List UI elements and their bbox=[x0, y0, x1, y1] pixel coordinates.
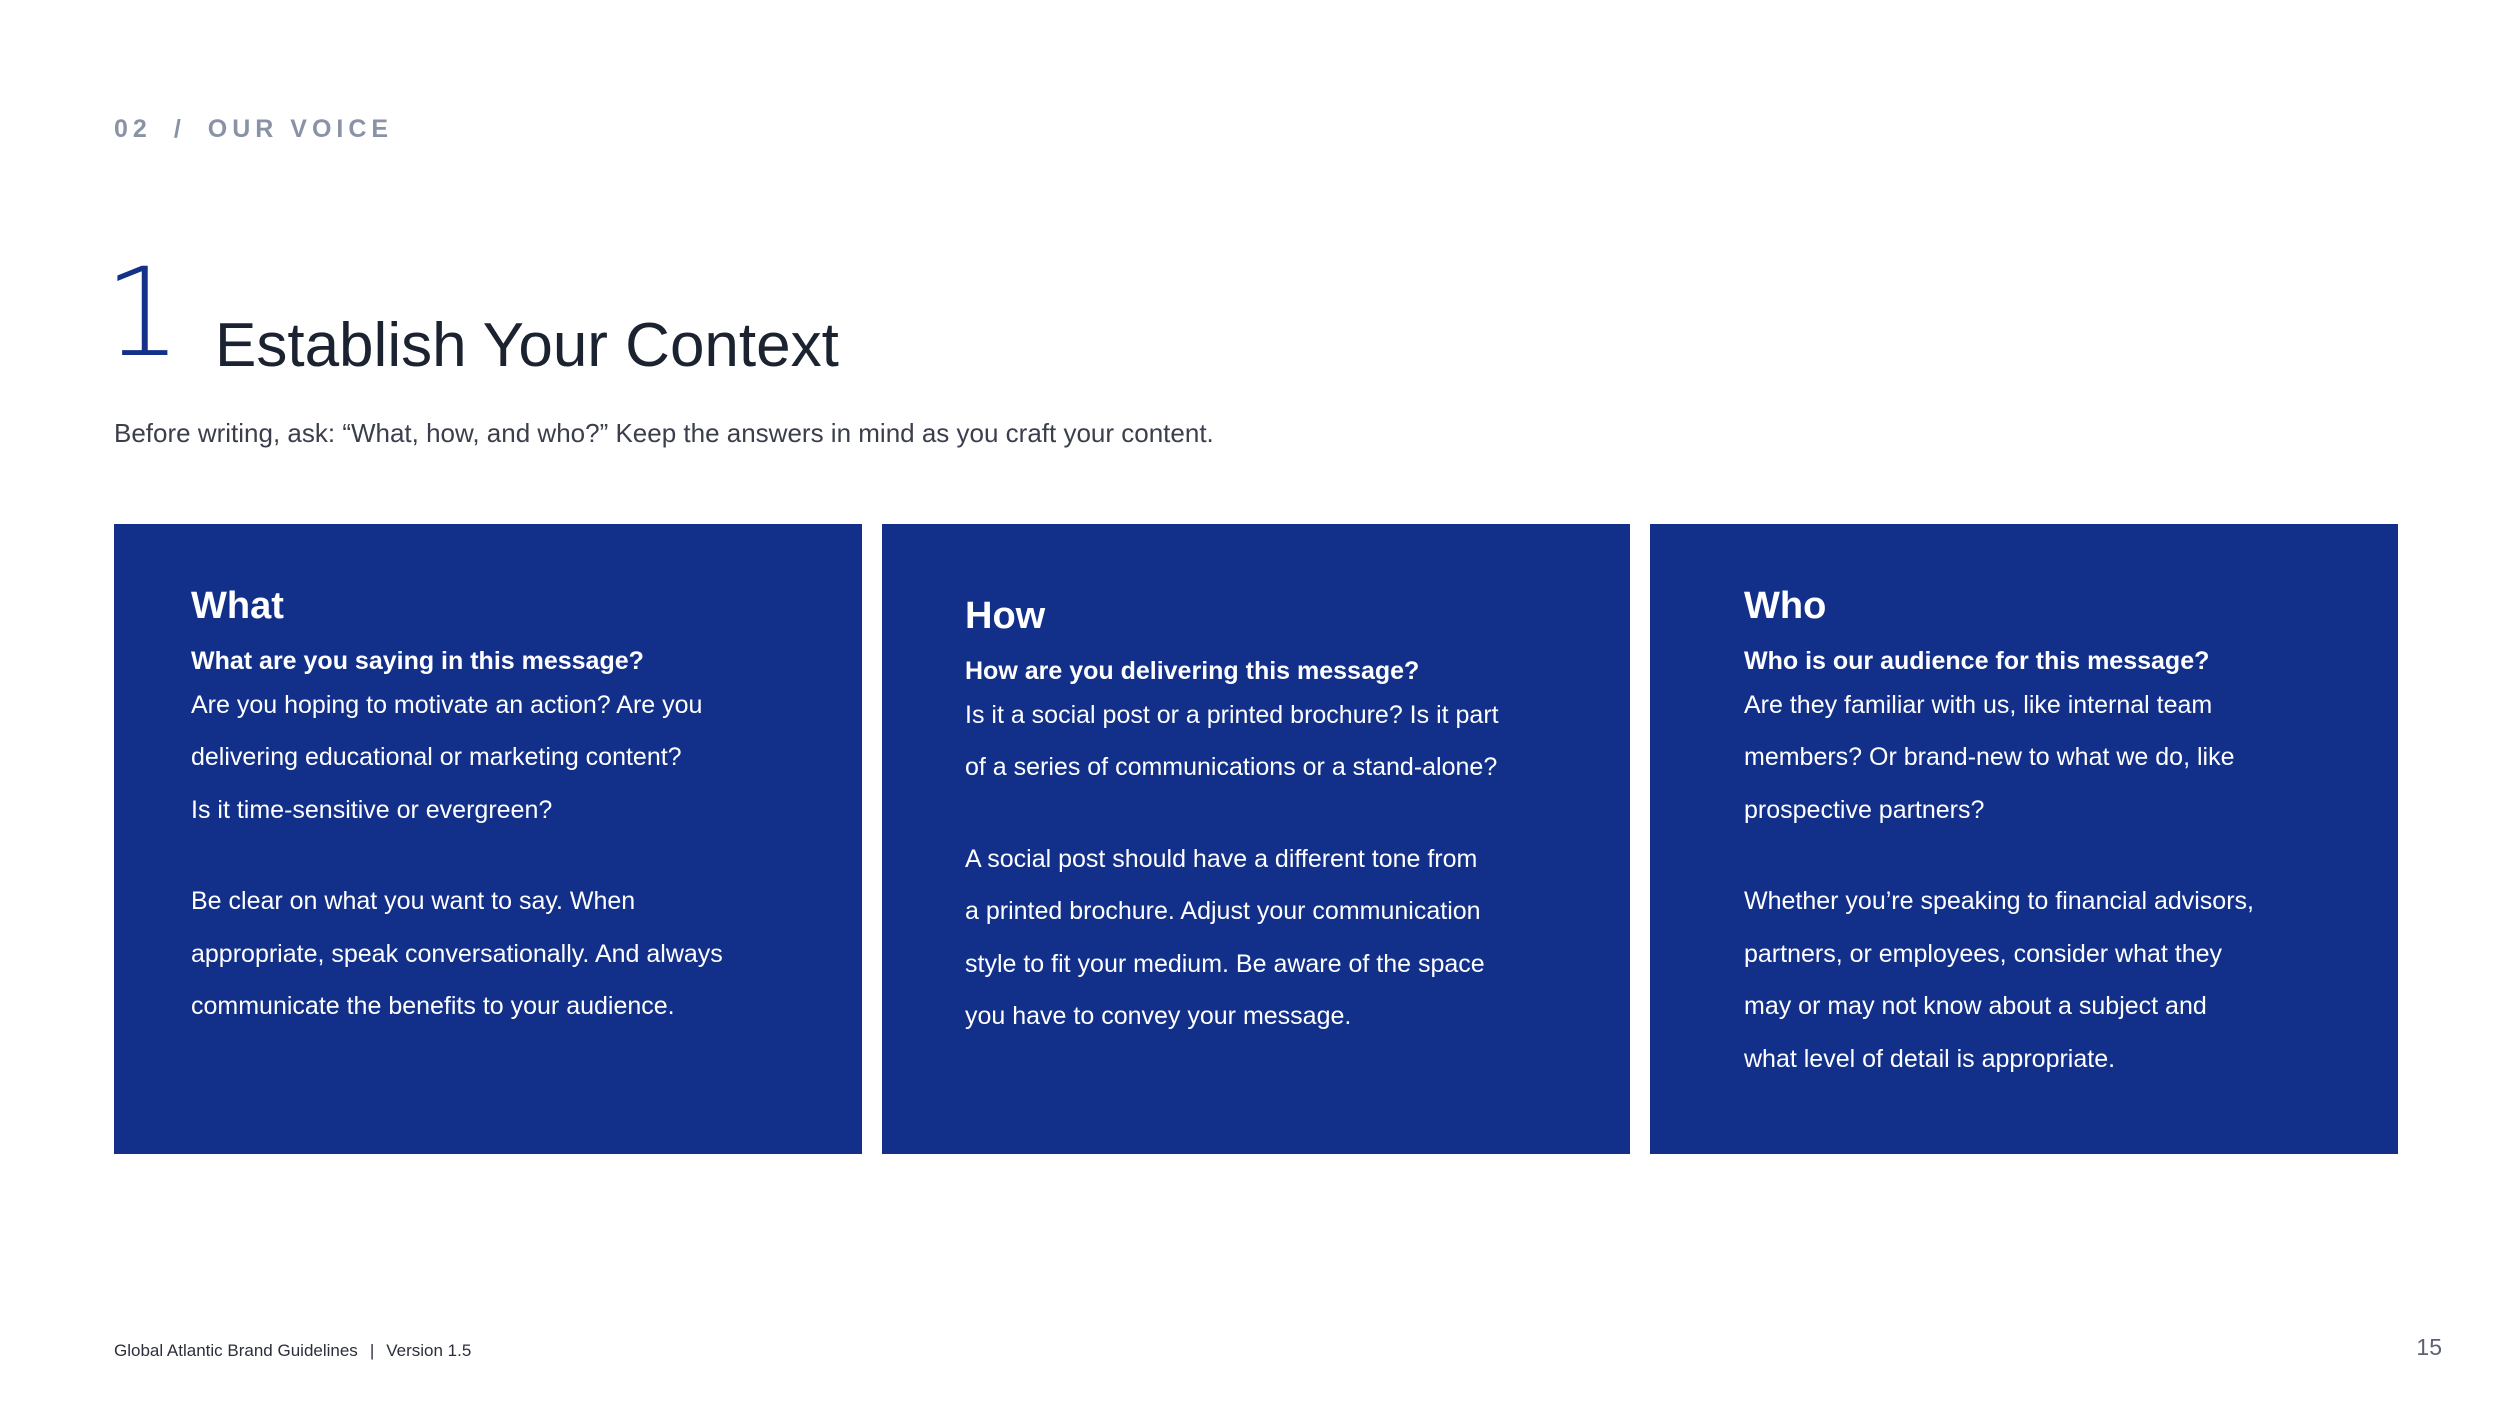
text-line: members? Or brand-new to what we do, like bbox=[1744, 743, 2235, 772]
card-how bbox=[882, 524, 1630, 1154]
footer bbox=[114, 1341, 471, 1361]
card-how-para1 bbox=[965, 689, 1590, 794]
text-line: what level of detail is appropriate. bbox=[1744, 1044, 2116, 1073]
text-line: prospective partners? bbox=[1744, 795, 1985, 824]
text-line: may or may not know about a subject and bbox=[1744, 992, 2207, 1021]
card-who bbox=[1650, 524, 2398, 1154]
text-line: delivering educational or marketing content? bbox=[191, 743, 682, 772]
text-line: appropriate, speak conversationally. And always bbox=[191, 939, 723, 968]
text-line: communicate the benefits to your audience. bbox=[191, 992, 675, 1021]
card-what-para1 bbox=[191, 679, 822, 837]
card-who-title: Who bbox=[1744, 585, 1827, 627]
breadcrumb-separator: / bbox=[173, 115, 186, 143]
card-who-para2 bbox=[1744, 875, 2368, 1085]
text-line: Are they familiar with us, like internal team bbox=[1744, 690, 2213, 719]
card-who-para1 bbox=[1744, 679, 2368, 837]
card-what-title: What bbox=[191, 585, 284, 627]
breadcrumb bbox=[114, 115, 393, 144]
text-line: Whether you’re speaking to financial advisors, bbox=[1744, 887, 2254, 916]
card-how-question: How are you delivering this message? bbox=[965, 656, 1420, 685]
text-line: partners, or employees, consider what they bbox=[1744, 939, 2223, 968]
footer-version: Version 1.5 bbox=[386, 1341, 472, 1360]
text-line: Is it time-sensitive or evergreen? bbox=[191, 795, 553, 824]
card-how-title: How bbox=[965, 595, 1046, 637]
card-what bbox=[114, 524, 862, 1154]
text-line: A social post should have a different tone from bbox=[965, 844, 1478, 873]
breadcrumb-number: 02 bbox=[114, 115, 152, 143]
footer-doc-title: Global Atlantic Brand Guidelines bbox=[114, 1341, 358, 1360]
text-line: Be clear on what you want to say. When bbox=[191, 887, 636, 916]
breadcrumb-section: OUR VOICE bbox=[207, 115, 394, 143]
text-line: a printed brochure. Adjust your communication bbox=[965, 897, 1481, 926]
card-what-para2 bbox=[191, 875, 822, 1033]
text-line: you have to convey your message. bbox=[965, 1002, 1352, 1031]
card-what-question: What are you saying in this message? bbox=[191, 646, 644, 675]
footer-separator: | bbox=[369, 1341, 375, 1360]
text-line: style to fit your medium. Be aware of the space bbox=[965, 949, 1485, 978]
text-line: of a series of communications or a stand-alone? bbox=[965, 753, 1498, 782]
text-line: Are you hoping to motivate an action? Are you bbox=[191, 690, 703, 719]
page-number: 15 bbox=[2416, 1334, 2442, 1360]
page-title: Establish Your Context bbox=[215, 311, 839, 380]
intro-text: Before writing, ask: “What, how, and who?” Keep the answers in mind as you craft your content. bbox=[114, 418, 1214, 448]
card-how-para2 bbox=[965, 833, 1590, 1043]
text-line: Is it a social post or a printed brochure? Is it part bbox=[965, 700, 1499, 729]
card-who-question: Who is our audience for this message? bbox=[1744, 646, 2210, 675]
section-number: 1 bbox=[104, 242, 182, 384]
